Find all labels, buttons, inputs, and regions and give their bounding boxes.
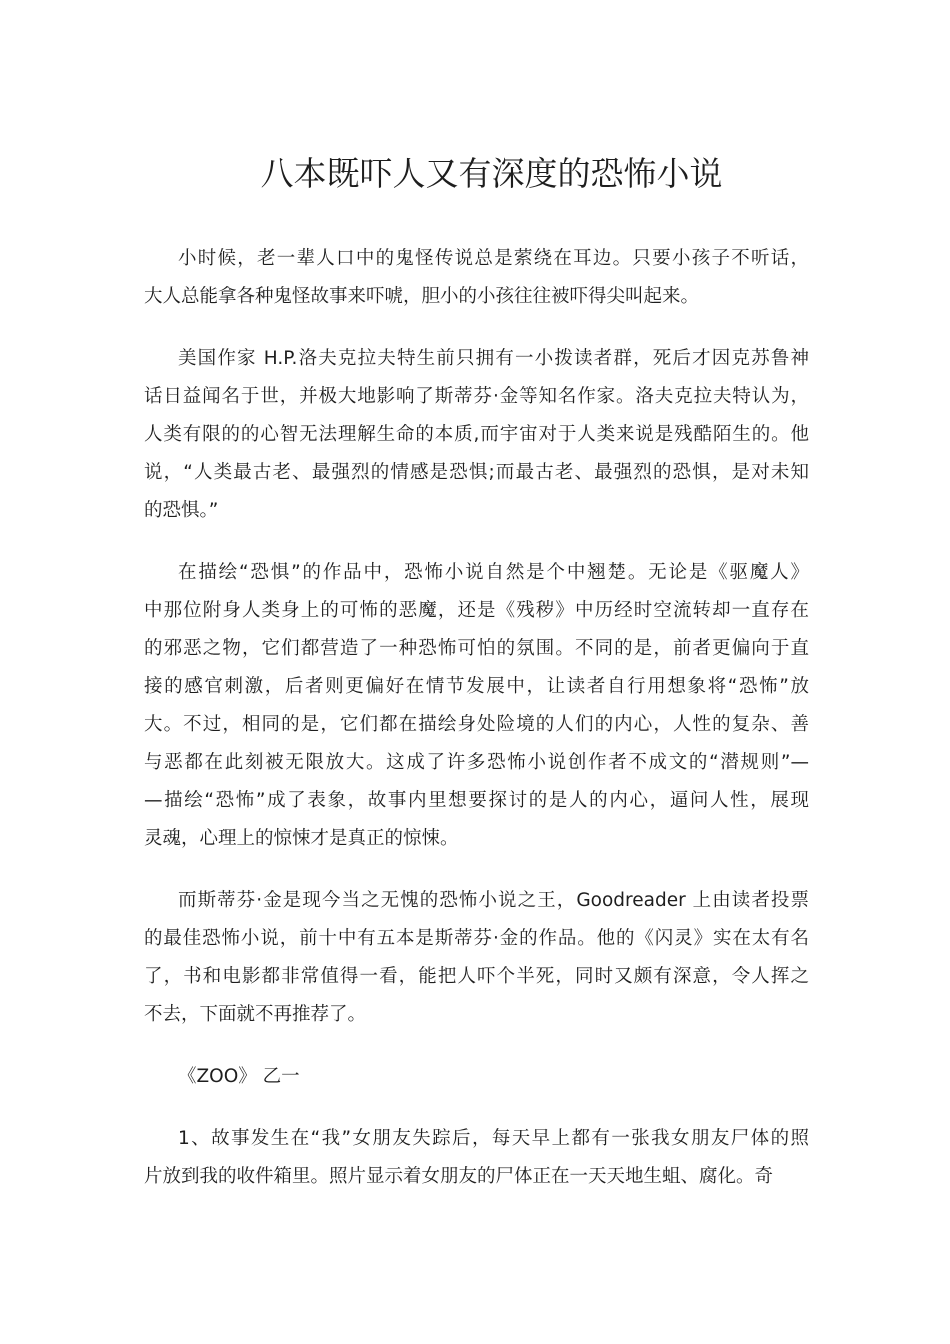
paragraph-line: —描绘“恐怖”成了表象，故事内里想要探讨的是人的内心，逼问人性，展现 [144, 790, 809, 811]
paragraph [144, 1058, 809, 1096]
paragraph-line: 美国作家 H.P.洛夫克拉夫特生前只拥有一小拨读者群，死后才因克苏鲁神 [178, 348, 809, 369]
paragraph-line: 的恐惧。” [144, 500, 219, 521]
paragraph [144, 554, 809, 858]
paragraph-line: 《ZOO》 乙一 [178, 1066, 300, 1087]
paragraph-line: 而斯蒂芬·金是现今当之无愧的恐怖小说之王，Goodreader 上由读者投票 [178, 890, 809, 911]
paragraph [144, 340, 809, 530]
paragraph-line: 片放到我的收件箱里。照片显示着女朋友的尸体正在一天天地生蛆、腐化。奇 [144, 1166, 774, 1187]
document-title: 八本既吓人又有深度的恐怖小说 [260, 154, 723, 193]
paragraph-line: 人类有限的的心智无法理解生命的本质,而宇宙对于人类来说是残酷陌生的。他 [144, 424, 809, 445]
paragraph-line: 1、故事发生在“我”女朋友失踪后，每天早上都有一张我女朋友尸体的照 [178, 1128, 809, 1149]
document-body [144, 240, 809, 1220]
paragraph-line: 不去，下面就不再推荐了。 [144, 1004, 367, 1025]
paragraph-line: 大人总能拿各种鬼怪故事来吓唬，胆小的小孩往往被吓得尖叫起来。 [144, 286, 700, 307]
paragraph [144, 882, 809, 1034]
paragraph-line: 灵魂，心理上的惊悚才是真正的惊悚。 [144, 828, 459, 849]
paragraph [144, 1120, 809, 1196]
paragraph-line: 中那位附身人类身上的可怖的恶魔，还是《残秽》中历经时空流转却一直存在 [144, 600, 809, 621]
paragraph-line: 大。不过，相同的是，它们都在描绘身处险境的人们的内心，人性的复杂、善 [144, 714, 809, 735]
paragraph [144, 240, 809, 316]
paragraph-line: 了，书和电影都非常值得一看，能把人吓个半死，同时又颇有深意，令人挥之 [144, 966, 809, 987]
paragraph-line: 在描绘“恐惧”的作品中，恐怖小说自然是个中翘楚。无论是《驱魔人》 [178, 562, 809, 583]
paragraph-line: 的邪恶之物，它们都营造了一种恐怖可怕的氛围。不同的是，前者更偏向于直 [144, 638, 809, 659]
paragraph-line: 话日益闻名于世，并极大地影响了斯蒂芬·金等知名作家。洛夫克拉夫特认为， [144, 386, 809, 407]
paragraph-line: 小时候，老一辈人口中的鬼怪传说总是萦绕在耳边。只要小孩子不听话， [178, 248, 809, 269]
paragraph-line: 的最佳恐怖小说，前十中有五本是斯蒂芬·金的作品。他的《闪灵》实在太有名 [144, 928, 809, 949]
paragraph-line: 与恶都在此刻被无限放大。这成了许多恐怖小说创作者不成文的“潜规则”— [144, 752, 809, 773]
paragraph-line: 说，“人类最古老、最强烈的情感是恐惧;而最古老、最强烈的恐惧，是对未知 [144, 462, 809, 483]
paragraph-line: 接的感官刺激，后者则更偏好在情节发展中，让读者自行用想象将“恐怖”放 [144, 676, 809, 697]
